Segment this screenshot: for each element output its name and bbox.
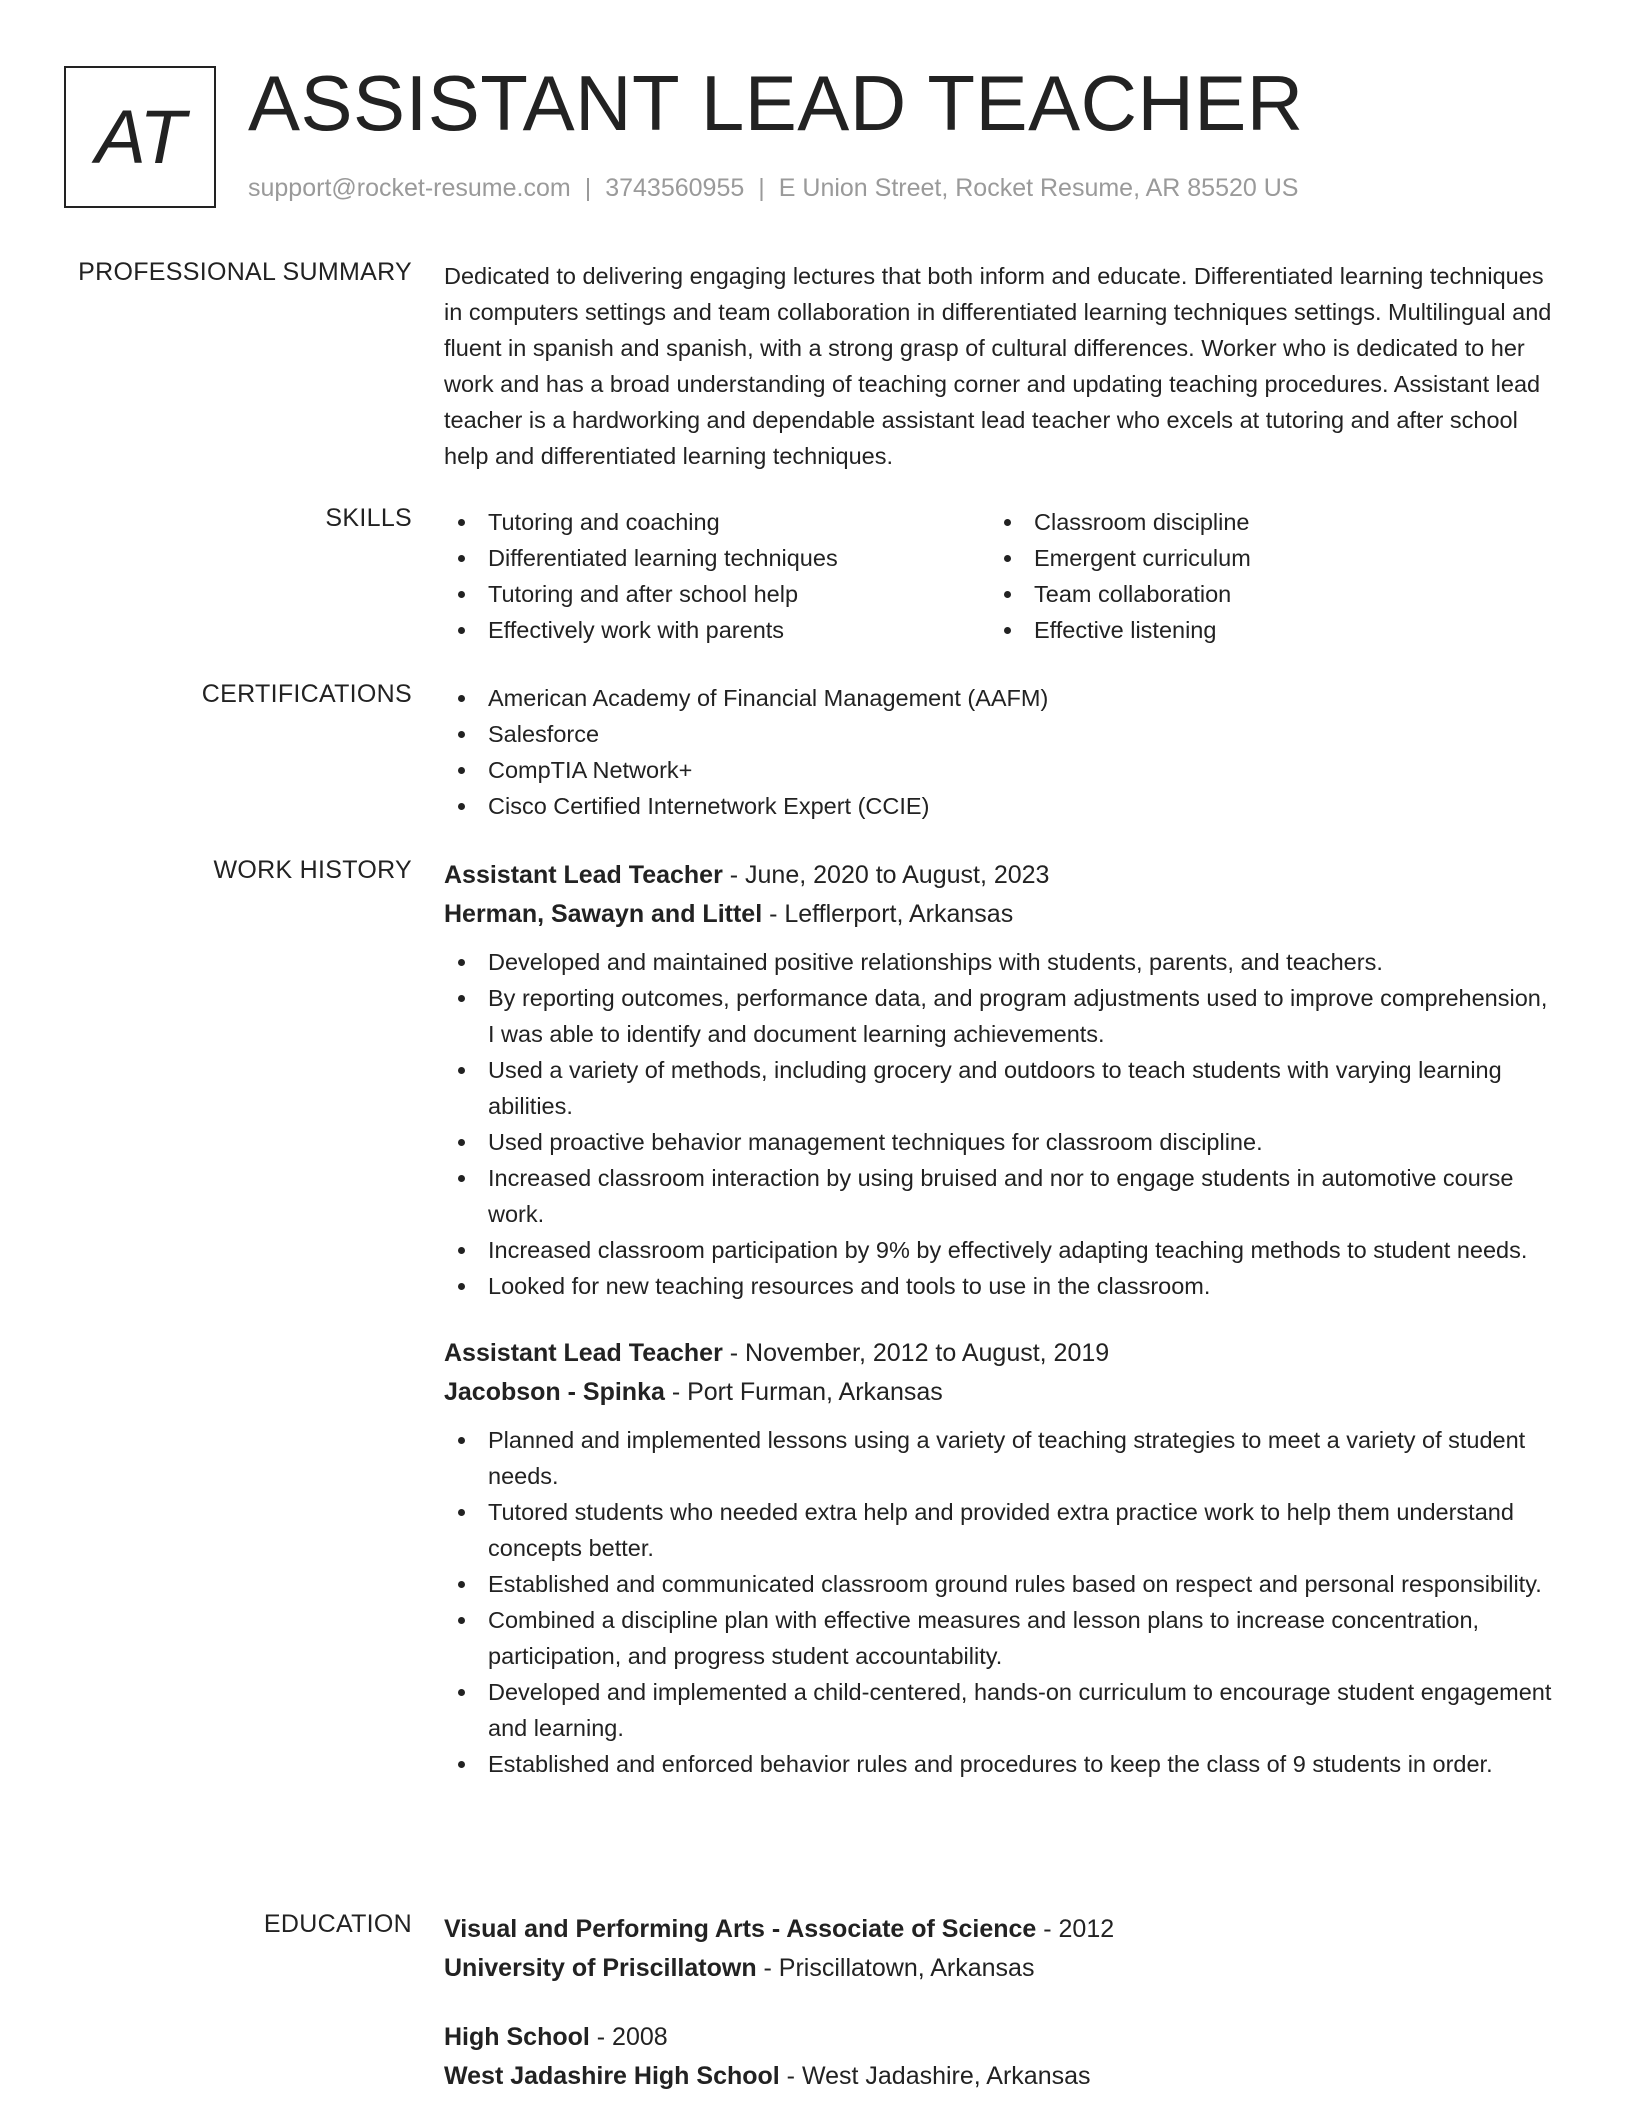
job-company-line: [444, 1372, 1560, 1412]
school-line: [444, 2056, 1560, 2096]
skills-list-left: [444, 504, 990, 648]
skills-columns: [444, 504, 1560, 648]
initials-monogram: [64, 66, 216, 208]
skill-item: Emergent curriculum: [990, 540, 1536, 576]
job-company: Herman, Sawayn and Littel: [444, 900, 763, 928]
job-location: - Lefflerport, Arkansas: [762, 900, 1014, 928]
job-duty: Developed and maintained positive relationships with students, parents, and teachers.: [444, 944, 1560, 980]
education-body: [444, 1910, 1560, 2096]
skill-item: Team collaboration: [990, 576, 1536, 612]
contact-separator: |: [584, 174, 592, 202]
school-location: - Priscillatown, Arkansas: [756, 1954, 1035, 1982]
job-duty: By reporting outcomes, performance data, and program adjustments used to improve comprehension, I was able to identify and document learning achievements.: [444, 980, 1560, 1052]
degree: High School: [444, 2023, 590, 2051]
job-title-line: [444, 1334, 1560, 1372]
certifications-body: [444, 680, 1560, 824]
initials-text: AT: [95, 94, 185, 180]
job-entry: [444, 856, 1560, 1304]
certification-item: CompTIA Network+: [444, 752, 1560, 788]
summary-text: Dedicated to delivering engaging lectures that both inform and educate. Differentiated learning techniques in computers settings and team collaboration in differentiated learning techniques settings. Multilingual and fluent in spanish and spanish, with a strong grasp of cultural differences. Worker who is dedicated to her work and has a broad understanding of teaching corner and updating teaching procedures. Assistant lead teacher is a hardworking and dependable assistant lead teacher who excels at tutoring and after school help and differentiated learning techniques.: [444, 263, 1552, 469]
certification-item: Salesforce: [444, 716, 1560, 752]
job-duty: Increased classroom interaction by using bruised and nor to engage students in automotive course work.: [444, 1160, 1560, 1232]
degree-line: [444, 1910, 1560, 1948]
job-dates: - November, 2012 to August, 2019: [722, 1339, 1110, 1367]
job-duty: Combined a discipline plan with effective measures and lesson plans to increase concentration, participation, and progress student accountability.: [444, 1602, 1560, 1674]
school-line: [444, 1948, 1560, 1988]
job-title-line: [444, 856, 1560, 894]
degree-line: [444, 2018, 1560, 2056]
job-duty: Established and communicated classroom ground rules based on respect and personal responsibility.: [444, 1566, 1560, 1602]
education-entry: [444, 2018, 1560, 2096]
contact-separator: |: [758, 174, 765, 202]
contact-phone: 3743560955: [605, 174, 745, 202]
job-dates: - June, 2020 to August, 2023: [722, 861, 1050, 889]
job-duty: Developed and implemented a child-centered, hands-on curriculum to encourage student engagement and learning.: [444, 1674, 1560, 1746]
school-name: West Jadashire High School: [444, 2062, 780, 2090]
education-heading: EDUCATION: [263, 1910, 412, 1938]
contact-email: support@rocket-resume.com: [248, 174, 571, 202]
job-entry: [444, 1334, 1560, 1782]
resume-title: ASSISTANT LEAD TEACHER: [248, 59, 1304, 147]
skill-item: Effective listening: [990, 612, 1536, 648]
job-duty: Increased classroom participation by 9% by effectively adapting teaching methods to student needs.: [444, 1232, 1560, 1268]
work-history-heading: WORK HISTORY: [213, 856, 412, 884]
job-duty: Planned and implemented lessons using a variety of teaching strategies to meet a variety of student needs.: [444, 1422, 1560, 1494]
skills-body: [444, 504, 1560, 648]
skills-heading: SKILLS: [325, 504, 412, 532]
graduation-year: - 2012: [1036, 1915, 1115, 1943]
school-name: University of Priscillatown: [444, 1954, 757, 1982]
job-duty: Used proactive behavior management techniques for classroom discipline.: [444, 1124, 1560, 1160]
job-title: Assistant Lead Teacher: [444, 861, 723, 889]
skills-list-right: [990, 504, 1536, 648]
work-history-body: [444, 856, 1560, 1782]
certification-item: American Academy of Financial Management (AAFM): [444, 680, 1560, 716]
summary-heading: PROFESSIONAL SUMMARY: [78, 258, 412, 286]
skill-item: Classroom discipline: [990, 504, 1536, 540]
job-duty: Established and enforced behavior rules and procedures to keep the class of 9 students in order.: [444, 1746, 1560, 1782]
skill-item: Effectively work with parents: [444, 612, 990, 648]
job-title: Assistant Lead Teacher: [444, 1339, 723, 1367]
job-location: - Port Furman, Arkansas: [664, 1378, 943, 1406]
job-duties-list: [444, 1422, 1560, 1782]
school-location: - West Jadashire, Arkansas: [779, 2062, 1091, 2090]
contact-line: [248, 174, 1298, 203]
job-duty: Used a variety of methods, including grocery and outdoors to teach students with varying learning abilities.: [444, 1052, 1560, 1124]
skill-item: Differentiated learning techniques: [444, 540, 990, 576]
skill-item: Tutoring and after school help: [444, 576, 990, 612]
graduation-year: - 2008: [589, 2023, 668, 2051]
skill-item: Tutoring and coaching: [444, 504, 990, 540]
job-company: Jacobson - Spinka: [444, 1378, 665, 1406]
job-company-line: [444, 894, 1560, 934]
degree: Visual and Performing Arts - Associate of Science: [444, 1915, 1037, 1943]
job-duty: Looked for new teaching resources and tools to use in the classroom.: [444, 1268, 1560, 1304]
certifications-list: [444, 680, 1560, 824]
education-entry: [444, 1910, 1560, 1988]
job-duty: Tutored students who needed extra help and provided extra practice work to help them understand concepts better.: [444, 1494, 1560, 1566]
contact-address: E Union Street, Rocket Resume, AR 85520 US: [778, 174, 1299, 202]
job-duties-list: [444, 944, 1560, 1304]
certifications-heading: CERTIFICATIONS: [201, 680, 412, 708]
certification-item: Cisco Certified Internetwork Expert (CCIE): [444, 788, 1560, 824]
